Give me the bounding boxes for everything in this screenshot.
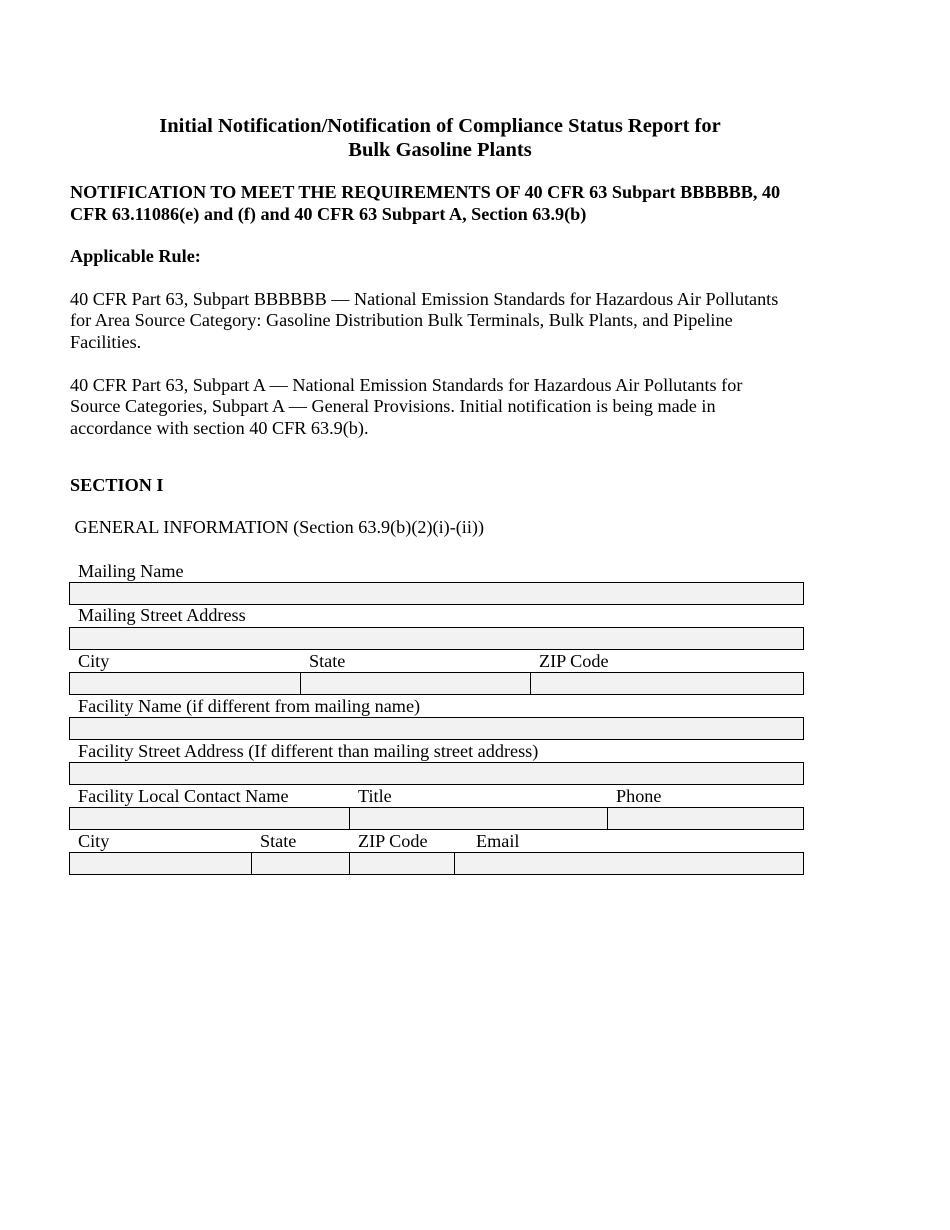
email-input[interactable] [455, 853, 803, 874]
city-label: City [78, 651, 110, 671]
rule2-line-1: 40 CFR Part 63, Subpart A — National Emission Standards for Hazardous Air Pollutants for [70, 375, 743, 395]
facility-street-label: Facility Street Address (If different than mailing street address) [78, 741, 539, 761]
facility-zip-label: ZIP Code [358, 831, 428, 851]
title-field [349, 807, 608, 830]
document-title [0, 114, 880, 162]
facility-state-label: State [260, 831, 297, 851]
notification-heading [70, 181, 860, 225]
state-label: State [309, 651, 346, 671]
facility-name-field [69, 717, 804, 740]
notification-heading-line-2: CFR 63.11086(e) and (f) and 40 CFR 63 Subpart A, Section 63.9(b) [70, 204, 587, 224]
facility-city-input[interactable] [70, 853, 251, 874]
facility-zip-field [349, 852, 455, 875]
email-label: Email [476, 831, 520, 851]
phone-input[interactable] [608, 808, 803, 829]
rule-paragraph-2 [70, 375, 860, 439]
phone-label: Phone [616, 786, 662, 806]
rule-paragraph-1 [70, 289, 860, 353]
mailing-name-label: Mailing Name [78, 561, 184, 581]
city-field [69, 672, 301, 695]
mailing-name-input[interactable] [70, 583, 803, 604]
zip-field [530, 672, 804, 695]
city-input[interactable] [70, 673, 300, 694]
facility-city-label: City [78, 831, 110, 851]
facility-zip-input[interactable] [350, 853, 454, 874]
notification-heading-line-1: NOTIFICATION TO MEET THE REQUIREMENTS OF 40 CFR 63 Subpart BBBBBB, 40 [70, 182, 781, 202]
title-line-1: Initial Notification/Notification of Compliance Status Report for [159, 115, 721, 137]
rule1-line-1: 40 CFR Part 63, Subpart BBBBBB — National Emission Standards for Hazardous Air Pollutants [70, 289, 779, 309]
mailing-street-field [69, 627, 804, 650]
facility-city-field [69, 852, 252, 875]
contact-name-label: Facility Local Contact Name [78, 786, 289, 806]
general-information-heading: GENERAL INFORMATION (Section 63.9(b)(2)(i)-(ii)) [70, 517, 485, 537]
applicable-rule-label: Applicable Rule: [70, 246, 201, 266]
rule2-line-2: Source Categories, Subpart A — General Provisions. Initial notification is being made in [70, 396, 716, 417]
title-input[interactable] [350, 808, 607, 829]
rule1-line-2: for Area Source Category: Gasoline Distribution Bulk Terminals, Bulk Plants, and Pipeline [70, 310, 733, 331]
rule2-line-3: accordance with section 40 CFR 63.9(b). [70, 417, 369, 438]
facility-street-input[interactable] [70, 763, 803, 784]
phone-field [607, 807, 804, 830]
zip-input[interactable] [531, 673, 803, 694]
mailing-street-input[interactable] [70, 628, 803, 649]
email-field [454, 852, 804, 875]
title-line-2: Bulk Gasoline Plants [348, 139, 532, 161]
contact-name-input[interactable] [70, 808, 349, 829]
section-label: SECTION I [70, 475, 164, 495]
facility-state-field [251, 852, 350, 875]
facility-state-input[interactable] [252, 853, 349, 874]
facility-name-input[interactable] [70, 718, 803, 739]
mailing-street-label: Mailing Street Address [78, 605, 246, 625]
contact-name-field [69, 807, 350, 830]
facility-name-label: Facility Name (if different from mailing name) [78, 696, 421, 716]
state-input[interactable] [301, 673, 530, 694]
state-field [300, 672, 531, 695]
rule1-line-3: Facilities. [70, 331, 142, 352]
facility-street-field [69, 762, 804, 785]
mailing-name-field [69, 582, 804, 605]
title-label: Title [358, 786, 392, 806]
zip-label: ZIP Code [539, 651, 609, 671]
